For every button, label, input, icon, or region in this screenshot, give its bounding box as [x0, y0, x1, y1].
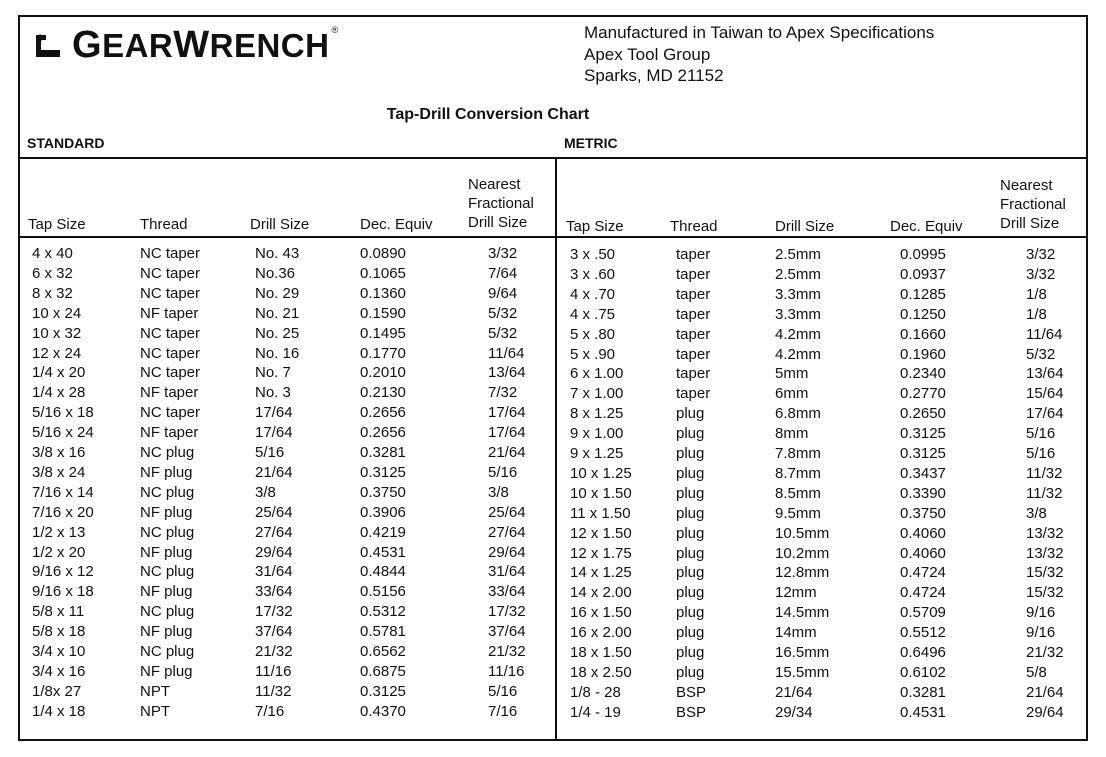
- metric-cell-tap-size: 9 x 1.25: [570, 445, 624, 462]
- metric-cell-tap-size: 1/8 - 28: [570, 683, 621, 701]
- metric-cell-thread: taper: [676, 385, 711, 403]
- metric-cell-thread: taper: [676, 365, 711, 383]
- metric-cell-tap-size: 12 x 1.75: [570, 544, 632, 562]
- metric-cell-dec-equiv: 0.5709: [900, 604, 946, 622]
- metric-cell-thread: plug: [676, 445, 705, 462]
- standard-cell-nearest-fractional: 17/64: [488, 424, 526, 442]
- standard-cell-thread: NC plug: [140, 563, 195, 581]
- standard-cell-thread: NF plug: [140, 623, 193, 641]
- standard-cell-nearest-fractional: 3/8: [488, 483, 509, 501]
- metric-cell-thread: plug: [676, 564, 705, 582]
- standard-cell-nearest-fractional: 7/16: [488, 702, 518, 720]
- metric-cell-drill-size: 7.8mm: [775, 445, 821, 462]
- standard-cell-nearest-fractional: 5/16: [488, 463, 518, 481]
- metric-cell-nearest-fractional: 5/16: [1026, 425, 1056, 443]
- metric-cell-dec-equiv: 0.3437: [900, 464, 946, 482]
- standard-cell-thread: NF plug: [140, 463, 193, 481]
- metric-cell-nearest-fractional: 13/32: [1026, 544, 1064, 562]
- metric-cell-nearest-fractional: 3/32: [1026, 246, 1056, 263]
- metric-cell-tap-size: 18 x 1.50: [570, 644, 632, 661]
- standard-cell-drill-size: 27/64: [255, 523, 293, 541]
- metric-cell-tap-size: 7 x 1.00: [570, 385, 624, 403]
- standard-cell-thread: NPT: [140, 702, 170, 720]
- standard-cell-dec-equiv: 0.4219: [360, 523, 406, 541]
- standard-cell-nearest-fractional: 27/64: [488, 523, 526, 541]
- metric-cell-thread: plug: [676, 544, 705, 562]
- metric-cell-thread: plug: [676, 624, 705, 642]
- metric-cell-tap-size: 10 x 1.50: [570, 484, 632, 502]
- standard-cell-nearest-fractional: 29/64: [488, 543, 526, 561]
- metric-cell-tap-size: 1/4 - 19: [570, 703, 621, 721]
- standard-cell-thread: NC plug: [140, 523, 195, 541]
- standard-cell-dec-equiv: 0.3125: [360, 463, 406, 481]
- metric-cell-dec-equiv: 0.5512: [900, 624, 946, 642]
- divider-top: [18, 157, 1088, 159]
- standard-cell-nearest-fractional: 13/64: [488, 364, 526, 382]
- standard-cell-nearest-fractional: 33/64: [488, 583, 526, 601]
- metric-cell-drill-size: 8.5mm: [775, 484, 821, 502]
- standard-cell-nearest-fractional: 5/16: [488, 682, 518, 700]
- metric-cell-nearest-fractional: 15/32: [1026, 564, 1064, 582]
- standard-cell-dec-equiv: 0.5781: [360, 623, 406, 641]
- standard-cell-nearest-fractional: 25/64: [488, 503, 526, 521]
- metric-cell-tap-size: 6 x 1.00: [570, 365, 624, 383]
- standard-cell-dec-equiv: 0.3125: [360, 682, 406, 700]
- standard-cell-thread: NPT: [140, 682, 170, 700]
- metric-cell-nearest-fractional: 3/32: [1026, 265, 1056, 283]
- metric-header-thread: Thread: [670, 218, 718, 235]
- standard-cell-dec-equiv: 0.2010: [360, 364, 406, 382]
- metric-cell-drill-size: 29/34: [775, 703, 813, 721]
- standard-cell-nearest-fractional: 21/64: [488, 444, 526, 461]
- standard-cell-drill-size: 17/64: [255, 424, 293, 442]
- metric-header-drill-size: Drill Size: [775, 218, 835, 235]
- standard-cell-dec-equiv: 0.6562: [360, 643, 406, 660]
- standard-cell-nearest-fractional: 11/64: [488, 344, 525, 362]
- standard-cell-dec-equiv: 0.4531: [360, 543, 406, 561]
- wrench-logo-icon: [34, 31, 64, 59]
- standard-cell-tap-size: 6 x 32: [32, 264, 73, 282]
- metric-cell-drill-size: 10.2mm: [775, 544, 830, 562]
- metric-cell-tap-size: 5 x .90: [570, 345, 616, 363]
- standard-cell-drill-size: 29/64: [255, 543, 293, 561]
- standard-cell-dec-equiv: 0.4844: [360, 563, 406, 581]
- metric-cell-thread: taper: [676, 246, 711, 263]
- chart-title: Tap-Drill Conversion Chart: [386, 106, 590, 123]
- metric-header-tap-size: Tap Size: [566, 218, 624, 235]
- metric-cell-drill-size: 12.8mm: [775, 564, 830, 582]
- metric-cell-dec-equiv: 0.3750: [900, 504, 946, 522]
- maker-line: Sparks, MD 21152: [584, 66, 724, 85]
- standard-cell-tap-size: 1/4 x 18: [32, 702, 86, 720]
- metric-table-row: [0, 544, 1106, 564]
- metric-header-dec-equiv: Dec. Equiv: [890, 218, 963, 235]
- metric-cell-tap-size: 3 x .60: [570, 265, 616, 283]
- standard-cell-drill-size: No. 21: [255, 304, 300, 322]
- standard-cell-dec-equiv: 0.1360: [360, 284, 406, 302]
- metric-cell-dec-equiv: 0.0937: [900, 265, 946, 283]
- standard-cell-dec-equiv: 0.0890: [360, 245, 406, 262]
- metric-cell-dec-equiv: 0.4724: [900, 564, 946, 582]
- metric-table-row: [0, 703, 1106, 723]
- metric-cell-drill-size: 15.5mm: [775, 663, 830, 681]
- standard-cell-thread: NC taper: [140, 245, 201, 262]
- metric-cell-dec-equiv: 0.1960: [900, 345, 946, 363]
- standard-cell-thread: NC taper: [140, 264, 201, 282]
- standard-cell-nearest-fractional: 31/64: [488, 563, 526, 581]
- metric-cell-thread: BSP: [676, 683, 707, 701]
- metric-cell-dec-equiv: 0.0995: [900, 246, 946, 263]
- metric-cell-thread: taper: [676, 305, 711, 323]
- standard-cell-dec-equiv: 0.2130: [360, 384, 406, 402]
- metric-cell-nearest-fractional: 5/32: [1026, 345, 1056, 363]
- standard-cell-drill-size: No. 7: [255, 364, 291, 382]
- metric-cell-tap-size: 4 x .75: [570, 305, 616, 323]
- metric-cell-tap-size: 9 x 1.00: [570, 425, 624, 443]
- standard-cell-thread: NC plug: [140, 603, 195, 621]
- standard-cell-tap-size: 4 x 40: [32, 245, 73, 262]
- maker-line: Apex Tool Group: [584, 44, 711, 64]
- standard-cell-tap-size: 1/2 x 13: [32, 523, 86, 541]
- metric-cell-thread: taper: [676, 345, 711, 363]
- standard-cell-dec-equiv: 0.3750: [360, 483, 406, 501]
- standard-cell-dec-equiv: 0.1065: [360, 264, 406, 282]
- metric-cell-drill-size: 6.8mm: [775, 405, 821, 423]
- standard-cell-drill-size: 17/64: [255, 404, 293, 422]
- metric-cell-dec-equiv: 0.3125: [900, 445, 946, 462]
- standard-cell-drill-size: 21/32: [255, 643, 293, 660]
- standard-cell-tap-size: 7/16 x 20: [32, 503, 94, 521]
- standard-cell-dec-equiv: 0.1590: [360, 304, 406, 322]
- metric-cell-thread: plug: [676, 604, 705, 622]
- standard-cell-tap-size: 5/8 x 11: [32, 603, 85, 621]
- metric-table-row: [0, 325, 1106, 345]
- metric-cell-nearest-fractional: 11/32: [1026, 484, 1063, 502]
- metric-table-row: [0, 504, 1106, 524]
- standard-cell-tap-size: 3/4 x 10: [32, 643, 86, 660]
- standard-cell-nearest-fractional: 37/64: [488, 623, 526, 641]
- standard-cell-tap-size: 8 x 32: [32, 284, 73, 302]
- maker-line: Manufactured in Taiwan to Apex Specifications: [584, 23, 935, 42]
- standard-cell-tap-size: 3/4 x 16: [32, 662, 86, 680]
- metric-cell-thread: plug: [676, 464, 705, 482]
- metric-cell-nearest-fractional: 17/64: [1026, 405, 1064, 423]
- standard-cell-dec-equiv: 0.2656: [360, 404, 406, 422]
- metric-cell-nearest-fractional: 3/8: [1026, 504, 1047, 522]
- metric-cell-nearest-fractional: 21/64: [1026, 683, 1064, 701]
- metric-table-row: [0, 404, 1106, 424]
- metric-cell-drill-size: 3.3mm: [775, 285, 821, 303]
- metric-cell-drill-size: 21/64: [775, 683, 813, 701]
- standard-cell-nearest-fractional: 5/32: [488, 304, 518, 322]
- standard-cell-tap-size: 10 x 32: [32, 324, 82, 342]
- metric-cell-nearest-fractional: 9/16: [1026, 624, 1056, 642]
- metric-cell-thread: taper: [676, 325, 711, 343]
- metric-cell-dec-equiv: 0.1285: [900, 285, 946, 303]
- standard-cell-dec-equiv: 0.4370: [360, 702, 406, 720]
- standard-cell-tap-size: 5/16 x 18: [32, 404, 94, 422]
- metric-table-row: [0, 285, 1106, 305]
- metric-cell-drill-size: 6mm: [775, 385, 809, 403]
- standard-cell-dec-equiv: 0.1770: [360, 344, 406, 362]
- standard-cell-drill-size: No. 16: [255, 344, 300, 362]
- standard-cell-nearest-fractional: 3/32: [488, 245, 518, 262]
- standard-cell-thread: NC taper: [140, 364, 201, 382]
- metric-cell-nearest-fractional: 21/32: [1026, 644, 1064, 661]
- metric-cell-thread: plug: [676, 425, 705, 443]
- metric-cell-drill-size: 2.5mm: [775, 246, 821, 263]
- metric-cell-drill-size: 3.3mm: [775, 305, 821, 323]
- standard-cell-dec-equiv: 0.2656: [360, 424, 406, 442]
- standard-cell-thread: NF plug: [140, 662, 193, 680]
- metric-cell-nearest-fractional: 1/8: [1026, 285, 1047, 303]
- metric-table-row: [0, 623, 1106, 643]
- metric-cell-drill-size: 8mm: [775, 425, 809, 443]
- metric-cell-dec-equiv: 0.2650: [900, 405, 946, 423]
- standard-cell-drill-size: 37/64: [255, 623, 293, 641]
- metric-cell-tap-size: 10 x 1.25: [570, 464, 632, 482]
- metric-cell-thread: plug: [676, 405, 705, 423]
- metric-cell-tap-size: 11 x 1.50: [570, 504, 631, 522]
- metric-cell-dec-equiv: 0.2770: [900, 385, 946, 403]
- metric-cell-thread: plug: [676, 524, 705, 542]
- metric-table-row: [0, 683, 1106, 703]
- metric-cell-tap-size: 4 x .70: [570, 285, 616, 303]
- standard-cell-drill-size: 5/16: [255, 444, 285, 461]
- metric-cell-nearest-fractional: 15/32: [1026, 584, 1064, 602]
- standard-cell-drill-size: 31/64: [255, 563, 293, 581]
- metric-cell-thread: plug: [676, 663, 705, 681]
- standard-cell-drill-size: 17/32: [255, 603, 293, 621]
- standard-cell-drill-size: 11/16: [255, 662, 292, 680]
- standard-cell-thread: NF plug: [140, 503, 193, 521]
- standard-header-tap-size: Tap Size: [28, 216, 86, 233]
- metric-table-row: [0, 245, 1106, 265]
- standard-cell-tap-size: 7/16 x 14: [32, 483, 94, 501]
- standard-cell-tap-size: 9/16 x 12: [32, 563, 94, 581]
- metric-table-row: [0, 484, 1106, 504]
- metric-table-row: [0, 643, 1106, 663]
- standard-cell-dec-equiv: 0.5156: [360, 583, 406, 601]
- standard-cell-thread: NF taper: [140, 424, 199, 442]
- metric-cell-dec-equiv: 0.6496: [900, 644, 946, 661]
- standard-cell-dec-equiv: 0.5312: [360, 603, 406, 621]
- metric-cell-thread: BSP: [676, 703, 707, 721]
- standard-cell-thread: NC plug: [140, 483, 195, 501]
- manufacturer-info: [584, 22, 934, 87]
- standard-cell-thread: NC taper: [140, 404, 201, 422]
- standard-cell-tap-size: 1/2 x 20: [32, 543, 86, 561]
- metric-cell-tap-size: 3 x .50: [570, 246, 616, 263]
- standard-cell-tap-size: 1/4 x 20: [32, 364, 86, 382]
- metric-cell-drill-size: 10.5mm: [775, 524, 830, 542]
- standard-cell-tap-size: 12 x 24: [32, 344, 82, 362]
- standard-cell-nearest-fractional: 11/16: [488, 662, 525, 680]
- metric-cell-nearest-fractional: 11/32: [1026, 464, 1063, 482]
- standard-cell-tap-size: 1/4 x 28: [32, 384, 86, 402]
- standard-cell-nearest-fractional: 7/32: [488, 384, 518, 402]
- metric-cell-dec-equiv: 0.1250: [900, 305, 946, 323]
- standard-header-nearest-fractional: Nearest Fractional Drill Size: [468, 176, 534, 231]
- metric-table-row: [0, 524, 1106, 544]
- standard-cell-dec-equiv: 0.6875: [360, 662, 406, 680]
- standard-cell-tap-size: 10 x 24: [32, 304, 82, 322]
- metric-cell-nearest-fractional: 11/64: [1026, 325, 1063, 343]
- metric-cell-drill-size: 14mm: [775, 624, 817, 642]
- metric-section-label: METRIC: [564, 135, 618, 151]
- metric-table-row: [0, 384, 1106, 404]
- metric-cell-tap-size: 12 x 1.50: [570, 524, 632, 542]
- metric-cell-nearest-fractional: 9/16: [1026, 604, 1056, 622]
- metric-table-row: [0, 603, 1106, 623]
- standard-header-thread: Thread: [140, 216, 188, 233]
- standard-cell-tap-size: 5/16 x 24: [32, 424, 94, 442]
- standard-cell-nearest-fractional: 5/32: [488, 324, 518, 342]
- metric-cell-dec-equiv: 0.4531: [900, 703, 946, 721]
- metric-cell-tap-size: 14 x 2.00: [570, 584, 632, 602]
- metric-cell-thread: taper: [676, 285, 711, 303]
- metric-cell-nearest-fractional: 13/32: [1026, 524, 1064, 542]
- brand-wordmark: GEARWRENCH ®: [72, 24, 339, 66]
- metric-cell-dec-equiv: 0.3390: [900, 484, 946, 502]
- standard-cell-nearest-fractional: 17/32: [488, 603, 526, 621]
- metric-cell-nearest-fractional: 5/16: [1026, 445, 1056, 462]
- metric-cell-tap-size: 18 x 2.50: [570, 663, 632, 681]
- metric-table-row: [0, 583, 1106, 603]
- metric-cell-dec-equiv: 0.4060: [900, 544, 946, 562]
- standard-cell-drill-size: 21/64: [255, 463, 293, 481]
- metric-table-row: [0, 444, 1106, 464]
- metric-header-nearest-fractional: Nearest Fractional Drill Size: [1000, 177, 1066, 232]
- metric-table-row: [0, 563, 1106, 583]
- metric-cell-nearest-fractional: 13/64: [1026, 365, 1064, 383]
- standard-header-dec-equiv: Dec. Equiv: [360, 216, 433, 233]
- standard-cell-thread: NC plug: [140, 444, 195, 461]
- standard-cell-drill-size: 11/32: [255, 682, 292, 700]
- metric-cell-dec-equiv: 0.4724: [900, 584, 946, 602]
- metric-cell-thread: plug: [676, 644, 705, 661]
- metric-table-row: [0, 265, 1106, 285]
- standard-cell-thread: NF taper: [140, 304, 199, 322]
- metric-cell-drill-size: 14.5mm: [775, 604, 830, 622]
- metric-cell-tap-size: 16 x 2.00: [570, 624, 632, 642]
- standard-cell-thread: NF plug: [140, 583, 193, 601]
- standard-cell-tap-size: 1/8x 27: [32, 682, 82, 700]
- standard-cell-thread: NC taper: [140, 344, 201, 362]
- metric-cell-drill-size: 16.5mm: [775, 644, 830, 661]
- standard-cell-drill-size: 25/64: [255, 503, 293, 521]
- standard-header-drill-size: Drill Size: [250, 216, 310, 233]
- metric-cell-drill-size: 8.7mm: [775, 464, 821, 482]
- standard-cell-tap-size: 5/8 x 18: [32, 623, 86, 641]
- metric-cell-tap-size: 8 x 1.25: [570, 405, 624, 423]
- metric-cell-drill-size: 4.2mm: [775, 325, 821, 343]
- metric-table-row: [0, 305, 1106, 325]
- metric-cell-tap-size: 16 x 1.50: [570, 604, 632, 622]
- standard-cell-nearest-fractional: 9/64: [488, 284, 518, 302]
- metric-cell-drill-size: 4.2mm: [775, 345, 821, 363]
- metric-cell-tap-size: 14 x 1.25: [570, 564, 632, 582]
- metric-table-row: [0, 663, 1106, 683]
- standard-cell-drill-size: 3/8: [255, 483, 276, 501]
- metric-cell-dec-equiv: 0.1660: [900, 325, 946, 343]
- metric-cell-dec-equiv: 0.6102: [900, 663, 946, 681]
- metric-cell-tap-size: 5 x .80: [570, 325, 616, 343]
- registered-mark-icon: ®: [331, 25, 339, 35]
- standard-cell-dec-equiv: 0.3281: [360, 444, 406, 461]
- standard-cell-thread: NC taper: [140, 284, 201, 302]
- metric-cell-thread: plug: [676, 504, 705, 522]
- brand-logo: [34, 26, 339, 64]
- standard-section-label: STANDARD: [27, 135, 105, 151]
- standard-cell-drill-size: No.36: [255, 264, 296, 282]
- metric-cell-thread: plug: [676, 484, 705, 502]
- standard-cell-drill-size: No. 3: [255, 384, 291, 402]
- standard-cell-thread: NF plug: [140, 543, 193, 561]
- standard-cell-drill-size: No. 29: [255, 284, 300, 302]
- metric-cell-dec-equiv: 0.3125: [900, 425, 946, 443]
- metric-cell-thread: plug: [676, 584, 705, 602]
- standard-cell-tap-size: 9/16 x 18: [32, 583, 94, 601]
- standard-cell-dec-equiv: 0.3906: [360, 503, 406, 521]
- metric-cell-thread: taper: [676, 265, 711, 283]
- divider-header: [18, 236, 1088, 238]
- metric-table-row: [0, 364, 1106, 384]
- standard-cell-tap-size: 3/8 x 16: [32, 444, 86, 461]
- standard-cell-thread: NF taper: [140, 384, 199, 402]
- standard-cell-thread: NC plug: [140, 643, 195, 660]
- standard-cell-drill-size: 33/64: [255, 583, 293, 601]
- metric-cell-drill-size: 5mm: [775, 365, 809, 383]
- metric-cell-dec-equiv: 0.2340: [900, 365, 946, 383]
- standard-cell-dec-equiv: 0.1495: [360, 324, 406, 342]
- standard-cell-drill-size: No. 43: [255, 245, 300, 262]
- standard-cell-thread: NC taper: [140, 324, 201, 342]
- metric-cell-drill-size: 12mm: [775, 584, 817, 602]
- metric-cell-dec-equiv: 0.4060: [900, 524, 946, 542]
- metric-cell-dec-equiv: 0.3281: [900, 683, 946, 701]
- metric-cell-nearest-fractional: 15/64: [1026, 385, 1064, 403]
- metric-table-row: [0, 424, 1106, 444]
- metric-table-row: [0, 345, 1106, 365]
- metric-cell-nearest-fractional: 1/8: [1026, 305, 1047, 323]
- metric-table-row: [0, 464, 1106, 484]
- standard-cell-drill-size: No. 25: [255, 324, 300, 342]
- standard-cell-drill-size: 7/16: [255, 702, 285, 720]
- metric-cell-nearest-fractional: 29/64: [1026, 703, 1064, 721]
- standard-cell-nearest-fractional: 21/32: [488, 643, 526, 660]
- standard-cell-nearest-fractional: 7/64: [488, 264, 518, 282]
- metric-cell-drill-size: 2.5mm: [775, 265, 821, 283]
- standard-cell-nearest-fractional: 17/64: [488, 404, 526, 422]
- metric-cell-drill-size: 9.5mm: [775, 504, 821, 522]
- metric-cell-nearest-fractional: 5/8: [1026, 663, 1047, 681]
- standard-cell-tap-size: 3/8 x 24: [32, 463, 86, 481]
